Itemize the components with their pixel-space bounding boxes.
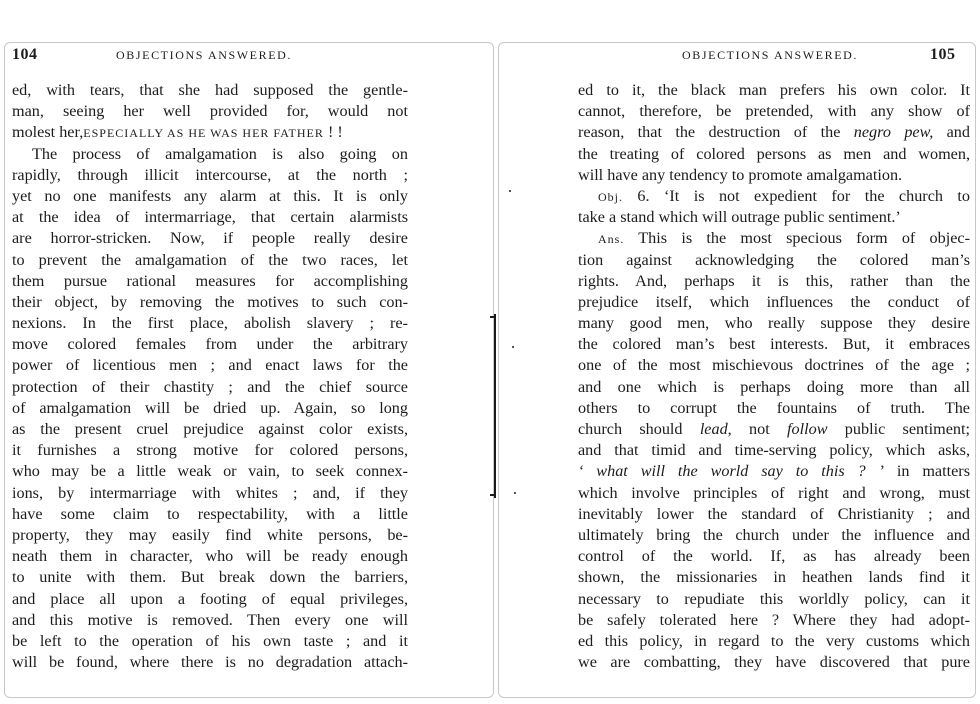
text-line [12,419,408,440]
line-text: and [933,123,970,142]
text-line [578,186,970,207]
text-line [12,313,408,334]
line-text: rights. And, perhaps it is this, rather than the [578,271,970,290]
text-line [12,250,408,271]
line-text: their object, by removing the motives to such con- [12,292,408,311]
italic-phrase: follow [787,420,828,438]
text-line [578,355,970,376]
left-running-head: OBJECTIONS ANSWERED. [116,48,293,62]
line-text: rapidly, through illicit intercourse, at the north ; [12,165,408,184]
gutter-binding-line [494,314,496,498]
text-line [578,419,970,440]
line-text: to prevent the amalgamation of the two races, let [12,250,408,269]
ink-speck [509,190,511,192]
line-text: it furnishes a strong motive for colored persons, [12,441,408,460]
line-text: molest her, [12,123,84,142]
text-line [12,355,408,376]
text-line [578,610,970,631]
line-text: who may be a little weak or vain, to seek connex- [12,462,408,481]
italic-phrase: negro pew, [853,123,934,142]
text-line [12,292,408,313]
line-text: will be found, where there is no degradation attach- [12,653,408,672]
line-text: ed to it, the black man prefers his own color. It [578,81,970,99]
text-line [12,546,408,567]
text-line [578,631,970,652]
line-text: to unite with them. But break down the barriers, [12,568,408,587]
small-caps-phrase: ESPECIALLY AS HE WAS HER FATHER [83,126,324,141]
line-text: necessary to repudiate this worldly policy, can it [578,589,970,608]
line-text: be left to the operation of his own taste ; and it [12,631,408,650]
text-line [578,461,970,482]
text-line [578,334,970,355]
text-line [12,165,408,186]
line-text: we are combatting, they have discovered that pure [578,653,970,672]
right-running-head: OBJECTIONS ANSWERED. [682,48,859,62]
paragraph-label: Ans. [598,232,625,247]
line-text: will have any tendency to promote amalgamation. [578,165,903,184]
text-line [12,567,408,588]
line-text: be safely tolerated here ? Where they had adopt- [578,610,970,629]
line-text: in matters [883,462,970,481]
right-page-number: 105 [930,46,956,63]
line-text: them pursue rational measures for accomplishing [12,271,408,290]
text-line [12,483,408,504]
text-line [12,207,408,228]
text-line [578,250,970,271]
line-text: public sentiment; [827,420,970,438]
text-line [12,504,408,525]
right-text-column [578,80,970,673]
text-line [578,504,970,525]
line-text: are horror-stricken. Now, if people really desire [12,229,408,248]
line-text: church should [578,420,700,438]
line-text: cannot, therefore, be pretended, with any show of [578,102,970,121]
text-line [578,80,970,101]
text-line [12,122,408,143]
line-text: ultimately bring the church under the influence and [578,525,970,544]
line-text: others to corrupt the fountains of truth. The [578,398,970,417]
line-text: This is the most specious form of objec- [624,229,970,248]
gutter-tick-bottom [490,494,494,496]
text-line [12,610,408,631]
text-line [578,271,970,292]
line-text: ions, by intermarriage with whites ; and, if they [12,483,408,502]
line-text: take a stand which will outrage public sentiment.’ [578,208,901,227]
line-text: ! ! [323,123,343,142]
line-text: yet no one manifests any alarm at this. It is only [12,186,408,205]
line-text: The process of amalgamation is also going on [32,144,408,163]
text-line [12,101,408,122]
italic-phrase: lead, [699,420,732,438]
text-line [12,80,408,101]
text-line [12,144,408,165]
text-line [12,461,408,482]
text-line [578,292,970,313]
line-text: shown, the missionaries in heathen lands find it [578,568,970,587]
text-line [12,525,408,546]
text-line [578,228,970,249]
line-text: of amalgamation will be dried up. Again, so long [12,398,408,417]
line-text: tion against acknowledging the colored man’s [578,250,970,269]
line-text: prejudice itself, which influences the conduct of [578,292,970,311]
text-line [578,207,970,228]
text-line [578,546,970,567]
text-line [12,271,408,292]
line-text: as the present cruel prejudice against color exists, [12,420,408,438]
text-line [578,567,970,588]
line-text: and one which is perhaps doing more than all [578,377,970,396]
paragraph-label: Obj. [598,189,623,204]
line-text: power of licentious men ; and enact laws for the [12,356,408,375]
line-text: have some claim to respectability, with a little [12,504,408,523]
text-line [578,144,970,165]
line-text: protection of their chastity ; and the chief source [12,377,408,396]
text-line [578,377,970,398]
text-line [578,165,970,186]
text-line [578,440,970,461]
line-text: many good men, who really suppose they desire [578,314,970,333]
text-line [12,652,408,673]
line-text: the treating of colored persons as men and women, [578,144,970,163]
line-text: 6. ‘It is not expedient for the church to [623,186,970,205]
text-line [12,186,408,207]
line-text: ed, with tears, that she had supposed the gentle- [12,81,408,99]
line-text: nexions. In the first place, abolish slavery ; re- [12,314,408,333]
text-line [578,398,970,419]
text-line [578,122,970,143]
line-text: property, they may easily find white persons, be- [12,525,408,544]
text-line [578,652,970,673]
text-line [12,334,408,355]
left-text-column [12,80,408,673]
line-text: one of the most mischievous doctrines of the age ; [578,356,970,375]
text-line [12,589,408,610]
line-text: the colored man’s best interests. But, it embraces [578,335,970,354]
text-line [12,440,408,461]
italic-phrase: ‘ what will the world say to this ? ’ [578,462,884,481]
line-text: and that timid and time-serving policy, which asks, [578,441,970,460]
left-page-number: 104 [12,46,38,63]
ink-speck [514,492,516,494]
line-text: and this motive is removed. Then every one will [12,610,408,629]
line-text: inevitably lower the standard of Christianity ; and [578,504,970,523]
line-text: not [731,420,788,438]
text-line [12,377,408,398]
text-line [578,313,970,334]
line-text: neath them in character, who will be ready enough [12,547,408,566]
line-text: man, seeing her well provided for, would not [12,102,408,121]
line-text: move colored females from under the arbitrary [12,335,408,354]
line-text: at the idea of intermarriage, that certain alarmists [12,208,408,227]
text-line [12,228,408,249]
text-line [12,631,408,652]
line-text: control of the world. If, as has already been [578,547,970,566]
gutter-tick-top [490,316,494,318]
line-text: reason, that the destruction of the [578,123,854,142]
line-text: and place all upon a footing of equal privileges, [12,589,408,608]
line-text: which involve principles of right and wrong, must [578,483,970,502]
text-line [578,525,970,546]
text-line [578,483,970,504]
text-line [578,101,970,122]
line-text: ed this policy, in regard to the very customs which [578,631,970,650]
ink-speck [512,346,514,348]
text-line [12,398,408,419]
text-line [578,589,970,610]
